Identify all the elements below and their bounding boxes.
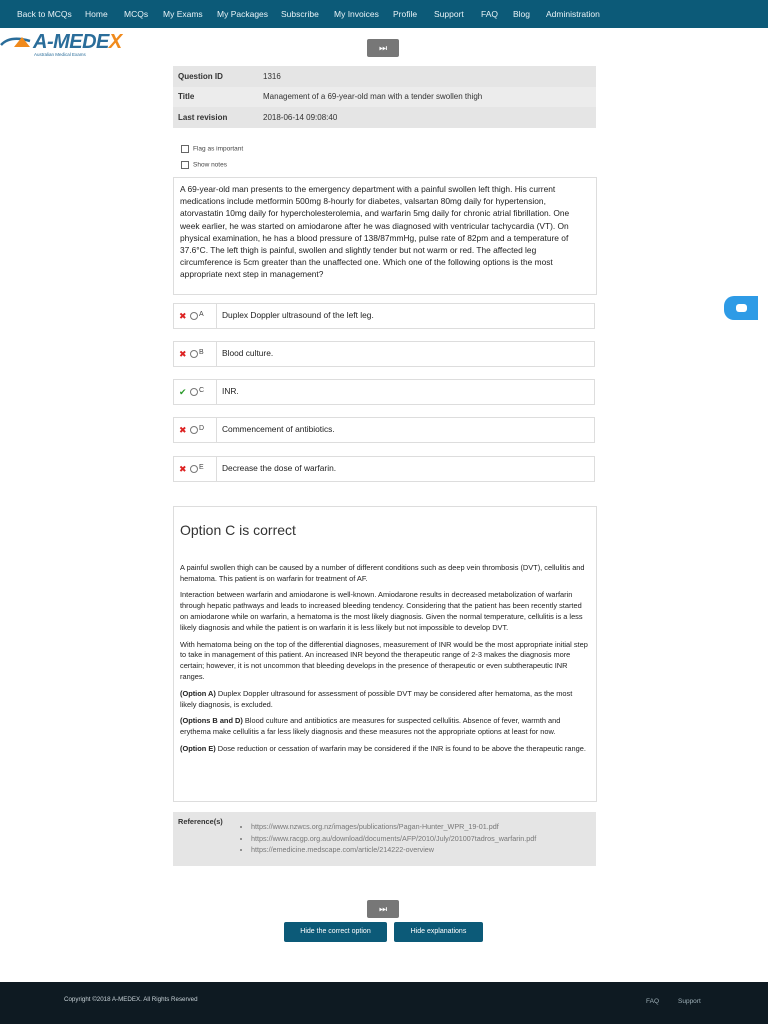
nav-support[interactable]: Support — [434, 9, 464, 19]
option-letter: D — [199, 425, 205, 432]
option-radio[interactable] — [190, 312, 198, 320]
reference-link[interactable]: • https://www.racgp.org.au/download/documents/AFP/2010/July/201007tadros_warfarin.pdf — [251, 833, 536, 845]
next-question-button[interactable]: ⏭ — [367, 39, 399, 57]
nav-my-exams[interactable]: My Exams — [163, 9, 203, 19]
option-ref-label: (Option A) — [180, 688, 216, 698]
nav-mcqs[interactable]: MCQs — [124, 9, 149, 19]
option-ref-label: (Option E) — [180, 743, 216, 753]
option-radio[interactable] — [190, 388, 198, 396]
logo-swoosh-icon — [0, 33, 34, 49]
nav-my-invoices[interactable]: My Invoices — [334, 9, 379, 19]
explanation-panel — [173, 506, 597, 802]
explanation-paragraph — [180, 716, 590, 738]
nav-subscribe[interactable]: Subscribe — [281, 9, 319, 19]
copyright-text: Copyright ©2018 A-MEDEX. All Rights Reserved — [64, 996, 198, 1003]
question-id-value: 1316 — [263, 71, 281, 81]
amedex-logo[interactable] — [0, 29, 126, 57]
wrong-icon: ✖ — [179, 349, 187, 359]
question-meta-table — [173, 66, 596, 128]
question-title-value: Management of a 69-year-old man with a tender swollen thigh — [258, 87, 596, 108]
logo-wordmark: A-MEDEX — [33, 31, 122, 53]
logo-tagline: Australian Medical Exams — [34, 52, 86, 57]
last-revision-value: 2018-06-14 09:08:40 — [263, 113, 338, 123]
hide-correct-option-button[interactable]: Hide the correct option — [284, 922, 387, 942]
divider — [216, 380, 217, 404]
nav-home[interactable]: Home — [85, 9, 108, 19]
option-b[interactable] — [173, 341, 595, 367]
nav-my-packages[interactable]: My Packages — [217, 9, 269, 19]
divider — [216, 418, 217, 442]
footer — [0, 982, 768, 1024]
option-letter: B — [199, 349, 204, 356]
option-e[interactable] — [173, 456, 595, 482]
correct-check-icon: ✔ — [179, 387, 187, 397]
references-list — [233, 821, 536, 856]
option-letter: E — [199, 464, 204, 471]
option-letter: C — [199, 387, 205, 394]
show-notes-checkbox[interactable] — [181, 161, 227, 169]
meta-label: Question ID — [178, 71, 223, 81]
footer-support-link[interactable]: Support — [678, 998, 701, 1005]
footer-faq-link[interactable]: FAQ — [646, 998, 660, 1005]
wrong-icon: ✖ — [179, 425, 187, 435]
divider — [216, 342, 217, 366]
checkbox-box[interactable] — [181, 145, 189, 153]
top-navbar — [0, 0, 768, 28]
reference-link[interactable]: • https://www.nzwcs.org.nz/images/publications/Pagan-Hunter_WPR_19-01.pdf — [251, 821, 536, 833]
hide-explanations-button[interactable]: Hide explanations — [394, 922, 483, 942]
meta-label: Last revision — [178, 113, 228, 123]
paragraph-text: Blood culture and antibiotics are measures for suspected cellulitis. Absence of fever, warmth and erythema make cellulitis a far less likely diagnosis and these measures not the appropriate options at least for now. — [180, 716, 561, 737]
reference-link[interactable]: • https://emedicine.medscape.com/article/214222-overview — [251, 844, 536, 856]
explanation-paragraph — [180, 689, 590, 711]
wrong-icon: ✖ — [179, 311, 187, 321]
option-text: Commencement of antibiotics. — [222, 424, 335, 434]
explanation-paragraph: A painful swollen thigh can be caused by a number of different conditions such as deep vein thrombosis (DVT), cellulitis and hematoma. This patient is on warfarin for treatment of AF. — [180, 562, 585, 583]
option-text: Decrease the dose of warfarin. — [222, 463, 337, 473]
meta-label: Title — [173, 87, 258, 108]
references-panel — [173, 812, 596, 866]
divider — [216, 304, 217, 328]
checkbox-label: Show notes — [193, 161, 227, 169]
checkbox-label: Flag as important — [193, 145, 244, 153]
references-label: Reference(s) — [178, 817, 223, 826]
wrong-icon: ✖ — [179, 464, 187, 474]
paragraph-text: Duplex Doppler ultrasound for assessment of possible DVT may be considered after hematoma, as the most likely diagnosis, is excluded. — [180, 688, 573, 709]
checkbox-box[interactable] — [181, 161, 189, 169]
explanation-heading: Option C is correct — [180, 522, 296, 538]
divider — [216, 457, 217, 481]
option-letter: A — [199, 311, 204, 318]
explanation-paragraph — [180, 744, 590, 755]
question-stem: A 69-year-old man presents to the emergency department with a painful swollen left thigh. His current medications include metformin 500mg 8-hourly for diabetes, valsartan 80mg daily for hypertension, atorvastatin 10mg daily for hypercholesterolemia, and warfarin 5mg daily for chronic atrial fibrillation. One week earlier, he was started on amiodarone after he was diagnosed with ventricular tachycardia (VT). On physical examination, he has a blood pressure of 138/87mmHg, pulse rate of 82pm and a temperature of 37.6°C. The left thigh is painful, swollen and slightly tender but not warm or red. The affected leg circumference is 5cm greater than the unaffected one. Which one of the following options is the most appropriate next step in management? — [173, 177, 597, 295]
paragraph-text: Dose reduction or cessation of warfarin may be considered if the INR is found to be above the therapeutic range. — [215, 743, 586, 753]
option-radio[interactable] — [190, 465, 198, 473]
flag-important-checkbox[interactable] — [181, 145, 243, 153]
explanation-paragraph: With hematoma being on the top of the differential diagnoses, measurement of INR would be the most appropriate initial step to take in management of this patient. An increased INR beyond the therapeutic range of 2-3 makes the diagnosis more certain; however, it is not uncommon that bleeding develops in the presence of therapeutic or even subtherapeutic INR ranges. — [180, 639, 588, 681]
option-d[interactable] — [173, 417, 595, 443]
option-text: Duplex Doppler ultrasound of the left leg. — [222, 310, 374, 320]
option-c[interactable] — [173, 379, 595, 405]
chat-bubble-icon — [736, 304, 747, 312]
option-a[interactable] — [173, 303, 595, 329]
option-radio[interactable] — [190, 426, 198, 434]
explanation-paragraph: Interaction between warfarin and amiodarone is well-known. Amiodarone results in decreased metabolization of warfarin through hepatic pathways and leads to increased bleeding tendency. Considering that the patient has been recently started on amiodarone while on warfarin, a hematoma is the most likely diagnosis. Given the normal temperature, cellulitis is a less likely diagnosis and while the patient is on warfarin it is less likely but not impossible to develop DVT. — [180, 590, 583, 632]
option-ref-label: (Options B and D) — [180, 716, 243, 726]
next-question-button-bottom[interactable]: ⏭ — [367, 900, 399, 918]
option-radio[interactable] — [190, 350, 198, 358]
nav-back-to-mcqs[interactable]: Back to MCQs — [17, 9, 72, 19]
option-text: Blood culture. — [222, 348, 274, 358]
nav-profile[interactable]: Profile — [393, 9, 418, 19]
nav-blog[interactable]: Blog — [513, 9, 531, 19]
nav-faq[interactable]: FAQ — [481, 9, 499, 19]
option-text: INR. — [222, 386, 239, 396]
nav-administration[interactable]: Administration — [546, 9, 600, 19]
chat-widget-button[interactable] — [724, 296, 758, 320]
